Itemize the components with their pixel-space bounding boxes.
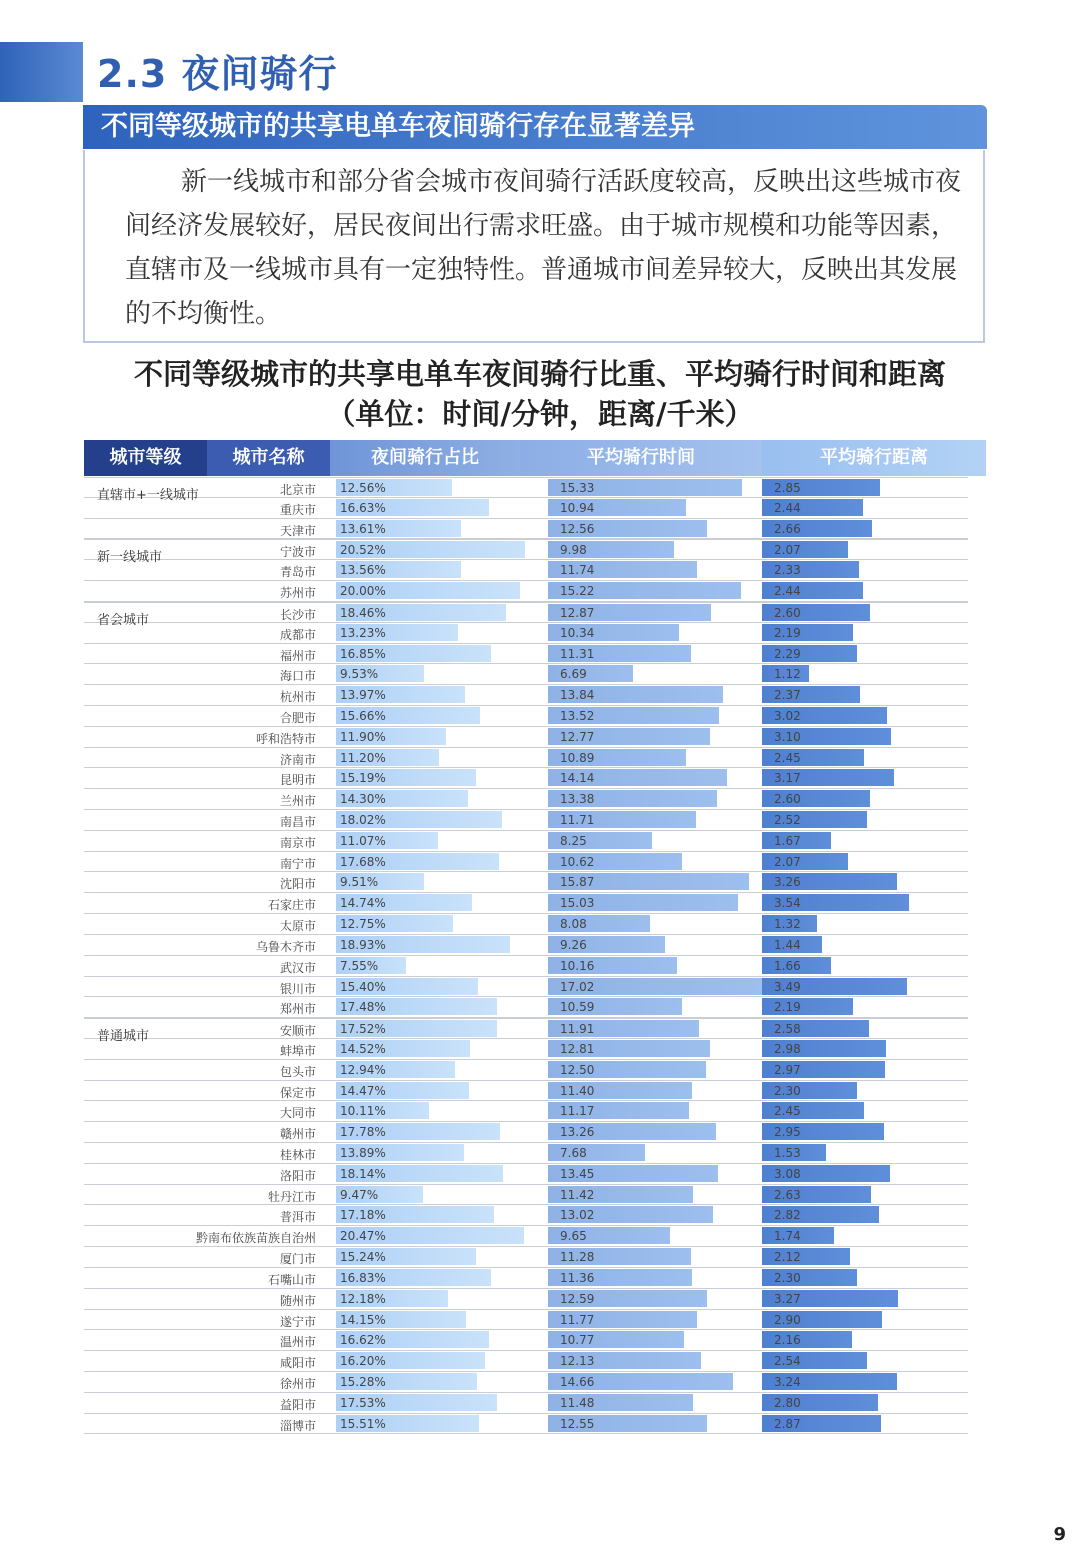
city-name: 成都市 [279,627,316,642]
avg-distance-value: 2.54 [774,1354,801,1369]
night-ratio-value: 16.85% [340,646,386,661]
avg-distance-value: 3.49 [774,979,801,994]
city-name: 厦门市 [279,1252,316,1267]
header-avg-time: 平均骑行时间 [520,440,762,476]
night-ratio-value: 13.97% [340,688,386,703]
table-row [84,644,968,665]
avg-time-value: 11.42 [560,1187,595,1202]
avg-time-value: 13.02 [560,1208,595,1223]
night-ratio-value: 12.94% [340,1062,386,1077]
table-row [84,997,968,1018]
night-ratio-value: 20.00% [340,584,386,599]
city-name: 兰州市 [279,794,316,809]
avg-time-value: 12.56 [560,521,595,536]
avg-time-value: 11.91 [560,1022,595,1037]
table-row [84,872,968,893]
city-name: 天津市 [279,523,316,538]
night-ratio-value: 13.23% [340,625,386,640]
city-name: 南宁市 [279,856,316,871]
night-ratio-value: 12.18% [340,1291,386,1306]
city-name: 杭州市 [279,690,316,705]
avg-time-value: 10.16 [560,958,595,973]
city-name: 银川市 [279,981,316,996]
avg-time-value: 12.55 [560,1416,595,1431]
avg-distance-value: 2.52 [774,813,801,827]
table-row [84,1101,968,1122]
city-name: 黔南布依族苗族自治州 [195,1231,316,1246]
table-row [84,539,968,566]
avg-distance-value: 1.67 [774,833,801,848]
city-name: 益阳市 [279,1397,316,1412]
header-avg-distance: 平均骑行距离 [762,440,986,476]
night-ratio-value: 20.47% [340,1229,386,1244]
avg-time-value: 12.50 [560,1062,595,1077]
avg-distance-value: 3.17 [774,771,801,786]
avg-distance-value: 2.19 [774,625,801,640]
city-name: 青岛市 [279,565,316,580]
avg-time-value: 10.59 [560,1000,595,1015]
table-row [84,1393,968,1414]
night-ratio-value: 11.07% [340,833,386,848]
city-name: 乌鲁木齐市 [255,939,316,954]
night-ratio-value: 13.56% [340,563,386,578]
night-ratio-value: 18.93% [340,937,386,952]
avg-distance-value: 2.63 [774,1187,801,1202]
city-name: 郑州市 [279,1002,316,1017]
city-name: 南昌市 [279,815,316,829]
avg-distance-value: 1.66 [774,958,801,973]
night-ratio-value: 9.51% [340,875,379,890]
avg-time-value: 11.40 [560,1083,595,1098]
table-row [84,831,968,852]
avg-distance-value: 2.30 [774,1083,801,1098]
avg-time-value: 15.03 [560,896,595,911]
city-name: 温州市 [279,1335,316,1350]
avg-distance-value: 3.27 [774,1291,801,1306]
avg-distance-value: 2.12 [774,1250,801,1265]
table-row [84,893,968,914]
table-row [84,1164,968,1185]
city-name: 淄博市 [279,1418,316,1433]
avg-distance-value: 2.07 [774,854,801,869]
avg-time-value: 10.34 [560,625,595,640]
city-name: 石嘴山市 [267,1272,316,1287]
avg-distance-value: 2.30 [774,1270,801,1285]
header-city-name: 城市名称 [207,440,330,476]
night-ratio-value: 14.30% [340,792,386,807]
night-ratio-value: 16.62% [340,1333,386,1348]
avg-distance-value: 2.80 [774,1395,801,1410]
night-ratio-value: 17.52% [340,1022,386,1037]
avg-time-value: 13.84 [560,688,595,703]
avg-distance-value: 2.60 [774,605,801,620]
city-name: 咸阳市 [279,1356,316,1371]
avg-distance-value: 3.24 [774,1374,801,1389]
table-row [84,623,968,644]
avg-distance-value: 2.37 [774,688,801,703]
night-ratio-value: 9.53% [340,667,379,682]
table-row [84,581,968,602]
city-name: 合肥市 [279,710,316,725]
avg-time-value: 11.48 [560,1395,595,1410]
avg-distance-value: 3.02 [774,708,801,723]
night-ratio-value: 17.68% [340,854,386,869]
city-name: 北京市 [279,483,316,497]
night-ratio-value: 20.52% [340,543,386,558]
table-row [84,1330,968,1351]
night-ratio-value: 16.20% [340,1354,386,1369]
city-name: 昆明市 [279,773,316,788]
table-row [84,1289,968,1310]
city-name: 桂林市 [279,1148,316,1162]
night-ratio-value: 17.78% [340,1125,386,1140]
night-ratio-value: 18.46% [340,605,386,620]
table-row [84,914,968,935]
avg-distance-value: 2.97 [774,1062,801,1077]
city-name: 长沙市 [279,607,316,622]
night-ratio-value: 14.15% [340,1312,386,1327]
avg-time-value: 13.38 [560,792,595,807]
city-name: 保定市 [279,1085,316,1100]
avg-time-value: 11.74 [560,563,595,578]
avg-time-value: 8.08 [560,917,587,932]
table-row [84,477,968,503]
avg-time-value: 13.45 [560,1166,595,1181]
avg-time-value: 10.89 [560,750,595,765]
table-row [84,685,968,706]
avg-time-value: 10.94 [560,500,595,515]
city-name: 重庆市 [279,502,316,517]
avg-distance-value: 1.53 [774,1146,801,1160]
avg-time-value: 9.26 [560,937,587,952]
city-name: 沈阳市 [279,877,316,892]
city-name: 海口市 [279,669,316,684]
table-row [84,935,968,956]
table-row [84,1247,968,1268]
night-ratio-value: 9.47% [340,1187,379,1202]
avg-time-value: 9.98 [560,543,587,558]
city-name: 呼和浩特市 [255,731,316,746]
avg-distance-value: 2.66 [774,521,801,536]
night-ratio-value: 7.55% [340,958,379,973]
city-name: 大同市 [279,1106,316,1121]
table-row [84,1205,968,1226]
avg-time-value: 10.77 [560,1333,595,1348]
table-row [84,956,968,977]
night-ratio-value: 12.56% [340,481,386,495]
avg-distance-value: 2.98 [774,1041,801,1056]
night-ratio-value: 16.63% [340,500,386,515]
table-title: 不同等级城市的共享电单车夜间骑行比重、平均骑行时间和距离 [133,357,946,391]
table-units: （单位：时间/分钟，距离/千米） [326,397,754,431]
avg-distance-value: 2.95 [774,1125,801,1140]
city-name: 遂宁市 [279,1314,316,1329]
avg-distance-value: 3.26 [774,875,801,890]
avg-time-value: 14.66 [560,1374,595,1389]
avg-distance-value: 3.08 [774,1166,801,1181]
avg-time-value: 15.87 [560,875,595,890]
avg-time-value: 12.59 [560,1291,595,1306]
avg-time-value: 15.22 [560,584,595,599]
table-row [84,1351,968,1372]
avg-time-value: 14.14 [560,771,595,786]
table-row [84,1185,968,1206]
avg-distance-value: 2.33 [774,563,801,578]
city-name: 南京市 [279,835,316,850]
avg-time-value: 17.02 [560,979,595,994]
avg-distance-value: 2.60 [774,792,801,807]
subtitle-banner [83,105,987,149]
avg-distance-value: 2.44 [774,584,801,599]
table-row [84,1372,968,1393]
avg-distance-value: 2.19 [774,1000,801,1015]
avg-time-value: 11.77 [560,1312,595,1327]
avg-time-value: 6.69 [560,667,587,682]
night-ratio-value: 15.28% [340,1374,386,1389]
avg-distance-value: 2.58 [774,1022,801,1037]
night-ratio-value: 17.18% [340,1208,386,1223]
night-ratio-value: 10.11% [340,1104,386,1119]
avg-time-value: 13.26 [560,1125,595,1140]
table-row [84,810,968,831]
table-row [84,1143,968,1164]
avg-time-value: 12.77 [560,729,595,744]
avg-distance-value: 1.12 [774,667,801,682]
city-name: 洛阳市 [279,1168,316,1183]
avg-distance-value: 2.07 [774,543,801,558]
avg-distance-value: 2.45 [774,750,801,765]
header-night-ratio: 夜间骑行占比 [330,440,520,476]
table-row [84,1018,968,1045]
avg-distance-value: 2.82 [774,1208,801,1223]
table-row [84,602,968,628]
night-ratio-value: 13.61% [340,521,386,536]
city-name: 蚌埠市 [279,1043,316,1058]
city-tier-label: 新一线城市 [97,550,163,566]
table-row [84,498,968,519]
table-row [84,977,968,998]
avg-distance-value: 1.74 [774,1229,801,1244]
city-name: 徐州市 [279,1376,316,1391]
table-row [84,852,968,873]
avg-time-value: 11.36 [560,1270,595,1285]
night-ratio-value: 14.52% [340,1041,386,1056]
avg-distance-value: 1.44 [774,937,801,952]
night-ratio-value: 14.74% [340,896,386,911]
avg-time-value: 11.28 [560,1250,595,1265]
city-tier-label: 普通城市 [97,1029,150,1045]
avg-distance-value: 3.10 [774,729,801,744]
city-name: 安顺市 [279,1024,316,1039]
header-city-tier: 城市等级 [84,440,207,476]
city-name: 福州市 [279,648,316,663]
city-name: 武汉市 [279,960,316,975]
night-ratio-value: 17.48% [340,1000,386,1015]
avg-time-value: 11.31 [560,646,595,661]
table-row [84,519,968,540]
table-row [84,1039,968,1060]
city-name: 随州市 [279,1293,316,1308]
night-ratio-value: 15.24% [340,1250,386,1265]
table-row [84,1081,968,1102]
night-ratio-value: 15.66% [340,708,386,723]
night-ratio-value: 15.40% [340,979,386,994]
night-ratio-value: 15.19% [340,771,386,786]
night-ratio-value: 18.02% [340,813,386,827]
avg-time-value: 15.33 [560,481,595,495]
city-tier-label: 直辖市+一线城市 [97,488,199,503]
night-ratio-value: 13.89% [340,1146,386,1160]
intro-paragraph: 新一线城市和部分省会城市夜间骑行活跃度较高，反映出这些城市夜间经济发展较好，居民夜间出行需求旺盛。由于城市规模和功能等因素，直辖市及一线城市具有一定独特性。普通城市间差异较大，反映出其发展的不均衡性。 [125,167,962,329]
city-name: 石家庄市 [267,898,316,913]
avg-time-value: 10.62 [560,854,595,869]
avg-time-value: 12.81 [560,1041,595,1056]
table-row [84,748,968,769]
night-ratio-value: 11.90% [340,729,386,744]
banner-text: 不同等级城市的共享电单车夜间骑行存在显著差异 [101,111,695,142]
night-ratio-value: 15.51% [340,1416,386,1431]
table-row [84,706,968,727]
avg-time-value: 7.68 [560,1146,587,1160]
city-name: 济南市 [279,752,316,767]
avg-time-value: 12.13 [560,1354,595,1369]
avg-time-value: 11.71 [560,813,595,827]
table-row [84,664,968,685]
avg-distance-value: 2.29 [774,646,801,661]
night-ratio-value: 11.20% [340,750,386,765]
night-ratio-value: 18.14% [340,1166,386,1181]
section-accent-block [0,42,83,102]
city-name: 牡丹江市 [267,1189,316,1204]
city-name: 宁波市 [279,545,316,560]
table-row [84,789,968,810]
table-row [84,727,968,748]
page-number: 9 [1053,1524,1066,1545]
avg-distance-value: 2.45 [774,1104,801,1119]
table-row [84,1060,968,1081]
section-title: 2.3 夜间骑行 [97,52,338,96]
avg-time-value: 11.17 [560,1104,595,1119]
intro-box [83,150,985,343]
city-name: 太原市 [279,919,316,934]
table-row [84,1414,968,1435]
avg-distance-value: 2.16 [774,1333,801,1348]
avg-distance-value: 2.44 [774,500,801,515]
city-tier-label: 省会城市 [97,612,150,628]
avg-time-value: 12.87 [560,605,595,620]
city-name: 苏州市 [279,586,316,601]
night-ratio-value: 17.53% [340,1395,386,1410]
avg-time-value: 13.52 [560,708,595,723]
table-row [84,768,968,789]
table-row [84,1268,968,1289]
avg-time-value: 9.65 [560,1229,587,1244]
avg-time-value: 8.25 [560,833,587,848]
night-ratio-value: 14.47% [340,1083,386,1098]
avg-distance-value: 3.54 [774,896,801,911]
avg-distance-value: 2.90 [774,1312,801,1327]
table-row [84,1122,968,1143]
avg-distance-value: 2.85 [774,481,801,495]
city-name: 普洱市 [279,1210,316,1225]
avg-distance-value: 1.32 [774,917,801,932]
table-row [84,560,968,581]
data-table [84,477,968,1434]
city-name: 赣州市 [279,1127,316,1142]
table-row [84,1310,968,1331]
table-row [84,1226,968,1247]
night-ratio-value: 12.75% [340,917,386,932]
avg-distance-value: 2.87 [774,1416,801,1431]
night-ratio-value: 16.83% [340,1270,386,1285]
city-name: 包头市 [279,1064,316,1079]
